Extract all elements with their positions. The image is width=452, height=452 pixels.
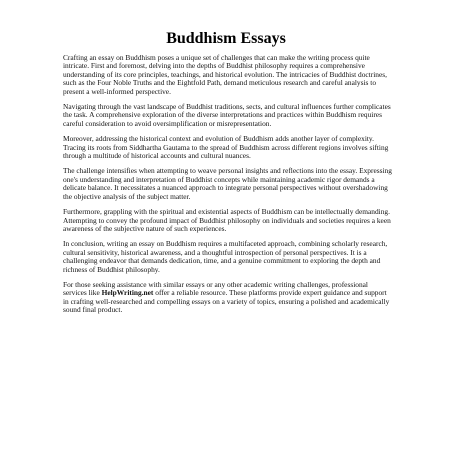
document-title: Buddhism Essays — [166, 30, 286, 47]
paragraph-2: Navigating through the vast landscape of Buddhist traditions, sects, and cultural influences further complicates the task. A comprehensive exploration of the diverse interpretations and practices within Buddhism requires careful consideration to avoid oversimplification or misrepresentation. — [63, 102, 391, 128]
document-body — [63, 54, 393, 322]
paragraph-7-text-after: offer a reliable resource. These platforms provide expert guidance and support in crafting well-researched and compelling essays on a variety of topics, ensuring a polished and academically sound final product. — [63, 288, 390, 315]
helpwriting-link: HelpWriting.net — [101, 288, 154, 298]
paragraph-3: Moreover, addressing the historical context and evolution of Buddhism adds another layer of complexity. Tracing its roots from Siddhartha Gautama to the spread of Buddhism across different regions involves sifting through a multitude of historical accounts and cultural nuances. — [63, 134, 389, 161]
paragraph-1: Crafting an essay on Buddhism poses a unique set of challenges that can make the writing process quite intricate. First and foremost, delving into the depths of Buddhist philosophy requires a comprehensive understanding of its core principles, teachings, and historical evolution. The intricacies of Buddhist doctrines, such as the Four Noble Truths and the Eightfold Path, demand meticulous research and careful analysis to present a well-informed perspective. — [63, 53, 387, 96]
paragraph-7 — [63, 281, 393, 315]
paragraph-5: Furthermore, grappling with the spiritual and existential aspects of Buddhism can be intellectually demanding. Attempting to convey the profound impact of Buddhist philosophy on individuals and societies requires a keen awareness of the subjective nature of such experiences. — [63, 207, 391, 233]
paragraph-4: The challenge intensifies when attempting to weave personal insights and reflections into the essay. Expressing one's understanding and interpretation of Buddhist concepts while maintaining academic rigor demands a delicate balance. It necessitates a nuanced approach to integrate personal perspectives without overshadowing the objective analysis of the subject matter. — [63, 166, 392, 201]
paragraph-7-text-before: For those seeking assistance with similar essays or any other academic writing challenges, professional services like — [63, 279, 368, 298]
paragraph-6: In conclusion, writing an essay on Buddhism requires a multifaceted approach, combining scholarly research, cultural sensitivity, historical awareness, and a thoughtful introspection of personal perspectives. It is a challenging endeavor that demands dedication, time, and a genuine commitment to exploring the depth and richness of Buddhist philosophy. — [63, 239, 388, 274]
